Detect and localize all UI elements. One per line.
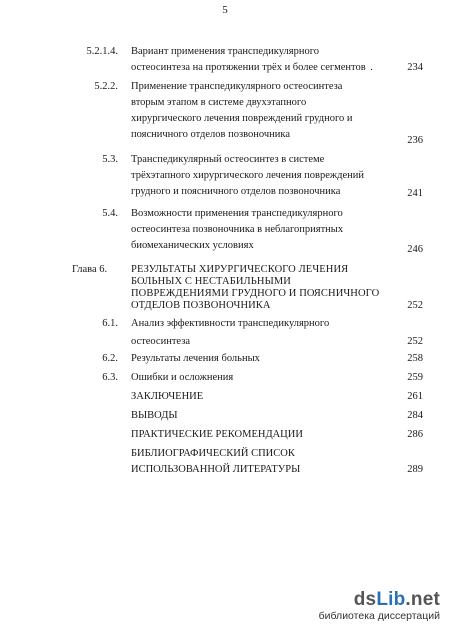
toc-entry-title-line: поясничного отделов позвоночника xyxy=(131,129,290,140)
toc-entry-title-line: грудного и поясничного отделов позвоночника xyxy=(131,186,341,197)
toc-entry-title xyxy=(131,152,383,200)
toc-entry-title-line: вторым этапом в системе двухэтапного xyxy=(131,97,307,108)
logo-net: .net xyxy=(405,589,440,610)
toc-entry-title-line: БИБЛИОГРАФИЧЕСКИЙ СПИСОК xyxy=(131,448,295,459)
toc-entry-title-line: трёхэтапного хирургического лечения повреждений xyxy=(131,170,365,181)
toc-entry-title-line: ПОВРЕЖДЕНИЯМИ ГРУДНОГО И ПОЯСНИЧНОГО xyxy=(131,288,380,299)
toc-entry-title-line: Применение транспедикулярного остеосинтеза xyxy=(131,81,343,92)
toc-entry-page: 252 xyxy=(407,336,423,347)
toc-entry-title-line: хирургического лечения повреждений грудного и xyxy=(131,113,353,124)
toc-entry-page: 261 xyxy=(407,391,423,402)
toc-entry-title xyxy=(131,427,383,443)
toc-entry-page: 236 xyxy=(407,135,423,146)
toc-entry-title xyxy=(131,206,383,254)
toc-entry-page: 241 xyxy=(407,188,423,199)
toc-entry-title-line: Результаты лечения больных xyxy=(131,353,260,364)
toc-entry-page: 289 xyxy=(407,464,423,475)
toc-entry-number: 5.2.1.4. xyxy=(86,46,118,57)
toc-entry-title xyxy=(131,316,383,350)
toc-entry-title-line: ИСПОЛЬЗОВАННОЙ ЛИТЕРАТУРЫ xyxy=(131,464,301,475)
toc-entry-title-line: ЗАКЛЮЧЕНИЕ xyxy=(131,391,204,402)
toc-entry-title-line: Вариант применения транспедикулярного xyxy=(131,46,320,57)
toc-entry-title xyxy=(131,351,383,367)
toc-entry-title-line: ВЫВОДЫ xyxy=(131,410,178,421)
toc-entry-title-line: биомеханических условиях xyxy=(131,240,254,251)
toc-chapter-title xyxy=(131,264,383,312)
dslib-watermark-logo[interactable] xyxy=(319,590,440,623)
toc-entry-title-line: РЕЗУЛЬТАТЫ ХИРУРГИЧЕСКОГО ЛЕЧЕНИЯ xyxy=(131,264,349,275)
toc-entry-number: 5.4. xyxy=(102,208,118,219)
toc-entry-title xyxy=(131,389,383,405)
toc-entry-title-line: остеосинтеза позвоночника в неблагоприятных xyxy=(131,224,344,235)
toc-entry-title xyxy=(131,408,383,424)
toc-entry-page: 246 xyxy=(407,244,423,255)
toc-entry-page: 284 xyxy=(407,410,423,421)
toc-entry-title xyxy=(131,44,383,76)
toc-entry-title-line: Транспедикулярный остеосинтез в системе xyxy=(131,154,325,165)
toc-entry-number: 6.1. xyxy=(102,318,118,329)
toc-entry-title-line: Возможности применения транспедикулярного xyxy=(131,208,343,219)
toc-entry-title-line xyxy=(131,60,383,76)
toc-entry-title xyxy=(131,446,383,478)
toc-entry-number: 6.3. xyxy=(102,372,118,383)
toc-entry-title xyxy=(131,79,383,143)
logo-wordmark xyxy=(319,590,440,610)
toc-entry-page: 234 xyxy=(407,62,423,73)
logo-lib: Lib xyxy=(376,589,406,610)
toc-entry-page: 258 xyxy=(407,353,423,364)
toc-entry-number: 5.3. xyxy=(102,154,118,165)
toc-entry-number: 6.2. xyxy=(102,353,118,364)
logo-subtitle: библиотека диссертаций xyxy=(318,610,440,622)
toc-entry-title-line: БОЛЬНЫХ С НЕСТАБИЛЬНЫМИ xyxy=(131,276,291,287)
toc-entry-title xyxy=(131,370,383,386)
leader-dots: . xyxy=(365,62,375,73)
logo-ds: ds xyxy=(353,589,377,610)
toc-entry-title-line: Ошибки и осложнения xyxy=(131,372,234,383)
toc-entry-title-line: ОТДЕЛОВ ПОЗВОНОЧНИКА xyxy=(131,300,271,311)
page-number: 5 xyxy=(222,4,228,16)
toc-chapter-number: Глава 6. xyxy=(72,264,108,275)
toc-entry-title-line: Анализ эффективности транспедикулярного xyxy=(131,318,330,329)
toc-entry-page: 286 xyxy=(407,429,423,440)
toc-entry-title-line: ПРАКТИЧЕСКИЕ РЕКОМЕНДАЦИИ xyxy=(131,429,303,440)
toc-entry-page: 252 xyxy=(407,300,423,311)
toc-entry-title-text: остеосинтеза на протяжении трёх и более сегментов xyxy=(131,62,366,73)
toc-entry-page: 259 xyxy=(407,372,423,383)
toc-entry-number: 5.2.2. xyxy=(94,81,118,92)
toc-entry-title-line: остеосинтеза xyxy=(131,336,191,347)
